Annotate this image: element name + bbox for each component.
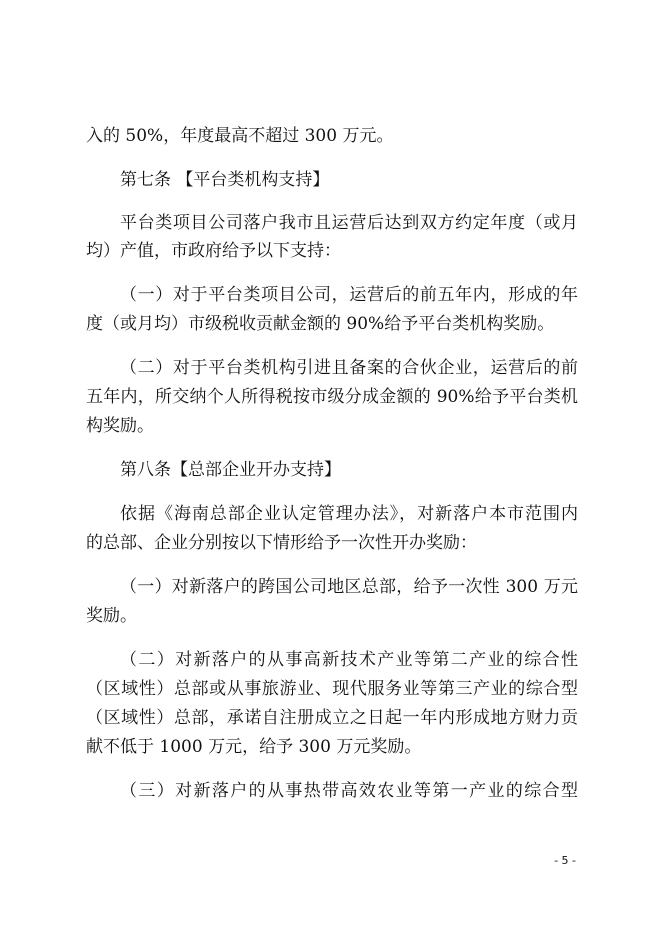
text-line: （二）对新落户的从事高新技术产业等第二产业的综合性 [120, 650, 578, 670]
text-line: 奖励。 [86, 606, 137, 626]
text-line: 构奖励。 [86, 416, 154, 436]
text-line: 入的 50%，年度最高不超过 300 万元。 [86, 126, 394, 146]
text-line: （二）对于平台类机构引进且备案的合伙企业，运营后的前 [120, 358, 578, 378]
article-heading: 第七条 【平台类机构支持】 [120, 170, 330, 190]
text-line: （区域性）总部，承诺自注册成立之日起一年内形成地方财力贡 [86, 708, 578, 728]
text-line: 献不低于 1000 万元，给予 300 万元奖励。 [86, 737, 422, 757]
text-line: 五年内，所交纳个人所得税按市级分成金额的 90%给予平台类机 [86, 387, 578, 407]
text-line: （一）对新落户的跨国公司地区总部，给予一次性 300 万元 [120, 577, 578, 597]
text-line: （区域性）总部或从事旅游业、现代服务业等第三产业的综合型 [86, 679, 578, 699]
text-line: 依据《海南总部企业认定管理办法》，对新落户本市范围内 [120, 504, 578, 524]
page-number: - 5 - [554, 854, 576, 867]
text-line: （三）对新落户的从事热带高效农业等第一产业的综合型 [120, 781, 578, 801]
text-line: （一）对于平台类项目公司，运营后的前五年内，形成的年 [120, 285, 578, 305]
text-line: 的总部、企业分别按以下情形给予一次性开办奖励： [86, 533, 477, 553]
text-line: 均）产值，市政府给予以下支持： [86, 241, 341, 261]
text-line: 平台类项目公司落户我市且运营后达到双方约定年度（或月 [120, 213, 578, 233]
article-heading: 第八条【总部企业开办支持】 [120, 460, 341, 480]
text-line: 度（或月均）市级税收贡献金额的 90%给予平台类机构奖励。 [86, 314, 555, 334]
